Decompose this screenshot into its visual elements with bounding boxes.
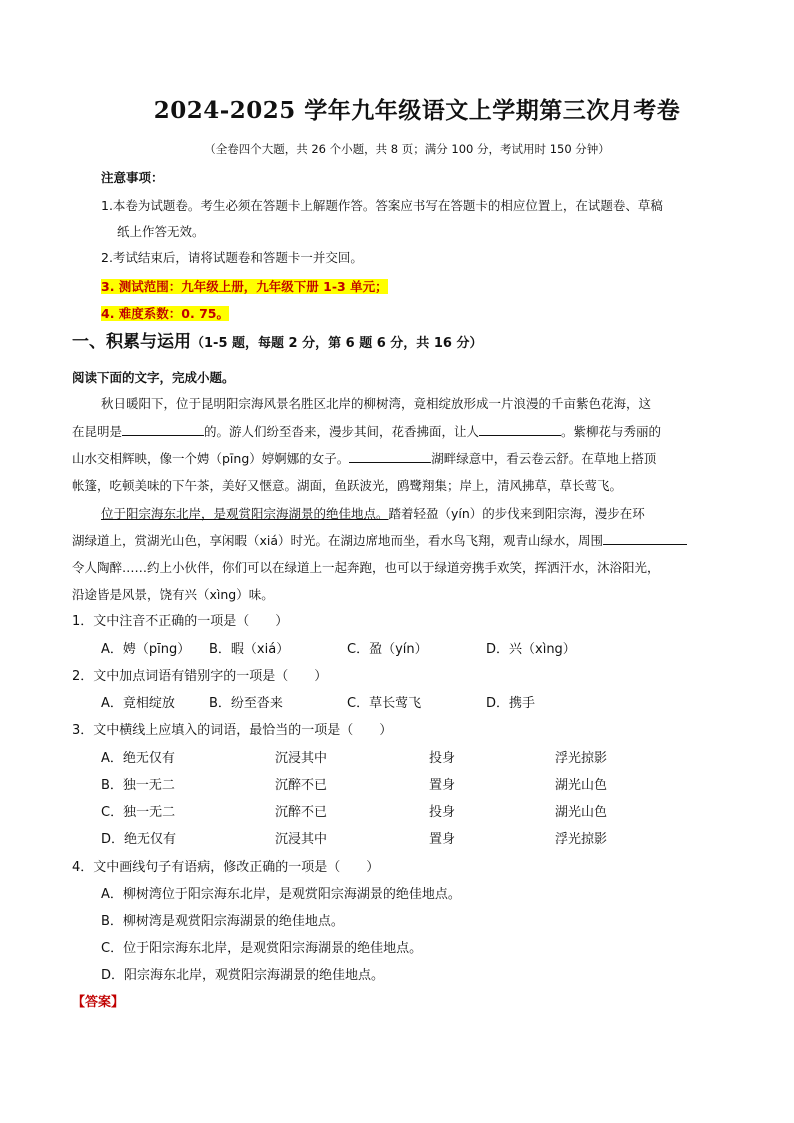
q3-row-d-col3: 置身 bbox=[429, 832, 456, 847]
page-subtitle: （全卷四个大题，共 26 个小题，共 8 页；满分 100 分，考试用时 150 分钟） bbox=[204, 142, 610, 156]
question-2: 2．文中加点词语有错别字的一项是（ ） bbox=[72, 669, 328, 684]
notice-item-2: 2.考试结束后，请将试题卷和答题卡一并交回。 bbox=[101, 250, 363, 265]
q3-row-a-col1: A．绝无仅有 bbox=[101, 751, 175, 766]
notice-item-3: 3. 测试范围：九年级上册，九年级下册 1-3 单元； bbox=[101, 279, 388, 294]
passage-line: 在昆明是 的。游人们纷至沓来，漫步其间，花香拂面，让人 。紫柳花与秀丽的 bbox=[72, 424, 662, 439]
q1-option-c: C．盈（yín） bbox=[347, 642, 428, 657]
q2-option-d: D．携手 bbox=[486, 696, 536, 711]
q3-row-c-col1: C．独一无二 bbox=[101, 805, 176, 820]
notice-item-1b: 纸上作答无效。 bbox=[117, 224, 205, 239]
question-1: 1．文中注音不正确的一项是（ ） bbox=[72, 614, 289, 629]
q3-row-a-col4: 浮光掠影 bbox=[555, 751, 608, 766]
passage-line: 沿途皆是风景，饶有兴（xìng）味。 bbox=[72, 587, 274, 602]
notice-heading: 注意事项： bbox=[101, 170, 164, 185]
fill-blank-2 bbox=[479, 423, 561, 436]
passage-line: 湖绿道上，赏湖光山色，享闲暇（xiá）时光。在湖边席地而坐，看水鸟飞翔，观青山绿水，周围 bbox=[72, 531, 687, 551]
passage-line: 令人陶醉……约上小伙伴，你们可以在绿道上一起奔跑，也可以于绿道旁携手欢笑，挥洒汗水，沐浴阳光， bbox=[72, 560, 660, 575]
reading-instruction: 阅读下面的文字，完成小题。 bbox=[72, 370, 235, 385]
q3-row-d-col2: 沉浸其中 bbox=[275, 832, 328, 847]
q2-option-c: C．草长莺飞 bbox=[347, 696, 422, 711]
q3-row-b-col3: 置身 bbox=[429, 778, 456, 793]
q4-option-d: D．阳宗海东北岸，观赏阳宗海湖景的绝佳地点。 bbox=[101, 968, 385, 983]
passage-line: 山水交相辉映，像一个娉（pīng）婷婀娜的女子。 湖畔绿意中，看云卷云舒。在草地上搭顶 bbox=[72, 451, 657, 466]
underlined-sentence: 位于阳宗海东北岸，是观赏阳宗海湖景的绝佳地点。 bbox=[101, 506, 389, 521]
q3-row-c-col3: 投身 bbox=[429, 805, 456, 820]
q3-row-b-col1: B．独一无二 bbox=[101, 778, 175, 793]
q4-option-b: B．柳树湾是观赏阳宗海湖景的绝佳地点。 bbox=[101, 914, 344, 929]
passage-line: 秋日暖阳下，位于昆明阳宗海风景名胜区北岸的柳树湾，竟相绽放形成一片浪漫的千亩紫色花海，这 bbox=[101, 396, 652, 411]
q1-option-b: B．暇（xiá） bbox=[209, 642, 290, 657]
q1-option-a: A．娉（pīng） bbox=[101, 642, 191, 657]
q3-row-b-col2: 沉醉不已 bbox=[275, 778, 328, 793]
page-title: 2024-2025 学年九年级语文上学期第三次月考卷 bbox=[153, 97, 681, 124]
q3-row-c-col4: 湖光山色 bbox=[555, 805, 608, 820]
notice-item-4: 4. 难度系数：0. 75。 bbox=[101, 306, 229, 321]
q4-option-a: A．柳树湾位于阳宗海东北岸，是观赏阳宗海湖景的绝佳地点。 bbox=[101, 887, 461, 902]
q3-row-d-col4: 浮光掠影 bbox=[555, 832, 608, 847]
q1-option-d: D．兴（xìng） bbox=[486, 642, 576, 657]
q3-row-c-col2: 沉醉不已 bbox=[275, 805, 328, 820]
answer-label: 【答案】 bbox=[72, 995, 125, 1010]
passage-line: 位于阳宗海东北岸，是观赏阳宗海湖景的绝佳地点。踏着轻盈（yín）的步伐来到阳宗海，漫步在环 bbox=[101, 506, 645, 521]
section-heading bbox=[72, 332, 482, 354]
q3-row-b-col4: 湖光山色 bbox=[555, 778, 608, 793]
q3-row-a-col2: 沉浸其中 bbox=[275, 751, 328, 766]
fill-blank-4 bbox=[603, 532, 687, 545]
fill-blank-1 bbox=[122, 423, 204, 436]
section-detail: （1-5 题，每题 2 分，第 6 题 6 分，共 16 分） bbox=[191, 336, 483, 351]
q4-option-c: C．位于阳宗海东北岸，是观赏阳宗海湖景的绝佳地点。 bbox=[101, 941, 423, 956]
q2-option-a: A．竟相绽放 bbox=[101, 696, 175, 711]
fill-blank-3 bbox=[349, 450, 431, 463]
notice-item-1a: 1.本卷为试题卷。考生必须在答题卡上解题作答。答案应书写在答题卡的相应位置上，在试题卷、草稿 bbox=[101, 198, 663, 213]
q3-row-d-col1: D．绝无仅有 bbox=[101, 832, 177, 847]
question-3: 3．文中横线上应填入的词语，最恰当的一项是（ ） bbox=[72, 723, 393, 738]
passage-line: 帐篷，吃顿美味的下午茶，美好又惬意。湖面，鱼跃波光，鸥鹭翔集；岸上，清风拂草，草长莺飞。 bbox=[72, 478, 623, 493]
section-title: 一、积累与运用 bbox=[72, 332, 191, 352]
q3-row-a-col3: 投身 bbox=[429, 751, 456, 766]
q2-option-b: B．纷至沓来 bbox=[209, 696, 283, 711]
question-4: 4．文中画线句子有语病，修改正确的一项是（ ） bbox=[72, 860, 380, 875]
